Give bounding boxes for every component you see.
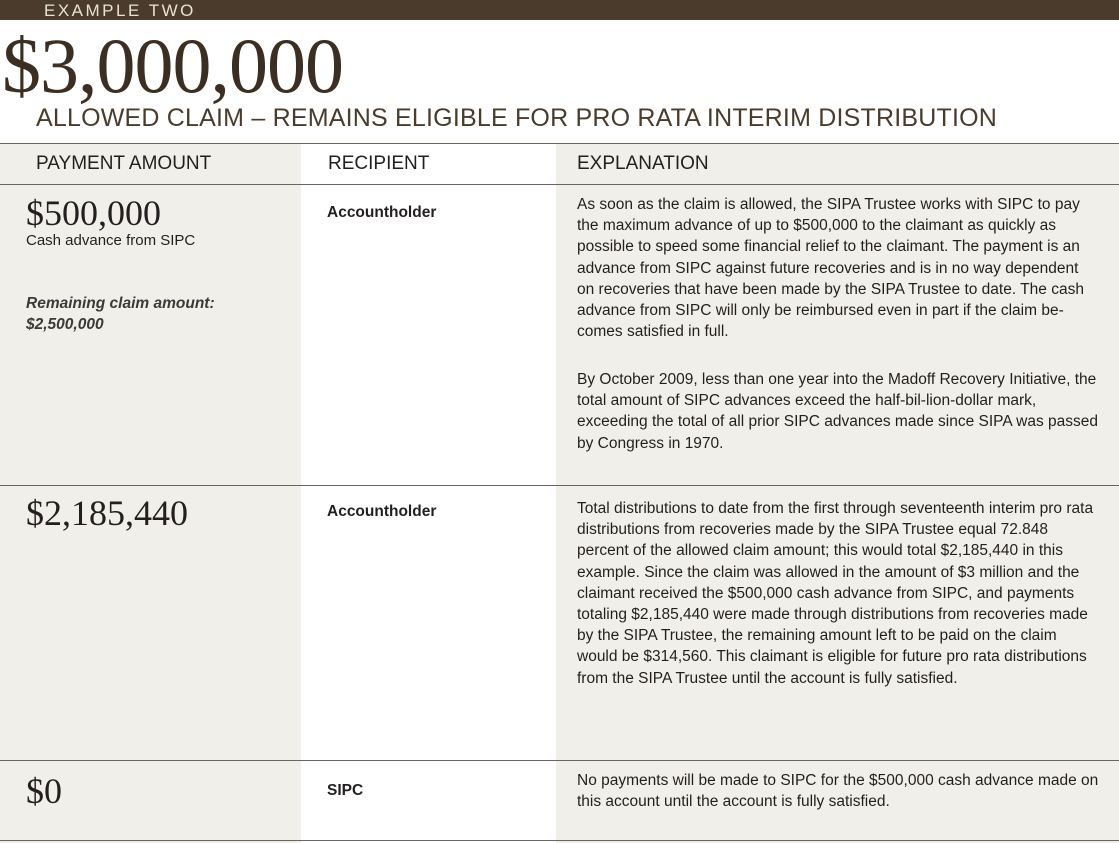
row-1-explanation-paragraph-2: By October 2009, less than one year into the Madoff Recovery Initiative, the total amount of SIPC advances exceed the half-bil-lion-dollar mark, exceeding the total of all prior SIPC advances made since SIPA was passed by Congress in 1970.	[577, 371, 1098, 452]
claim-amount-heading: $3,000,000	[2, 22, 343, 109]
row-1-amount: $500,000	[26, 193, 161, 233]
row-1-remaining-label: Remaining claim amount:	[26, 295, 215, 312]
banner-label: EXAMPLE TWO	[44, 1, 196, 20]
example-banner	[0, 0, 1119, 20]
row-3-recipient: SIPC	[327, 782, 364, 799]
header-payment-amount: PAYMENT AMOUNT	[36, 153, 212, 174]
payment-table	[0, 143, 1119, 843]
row-1-recipient: Accountholder	[327, 204, 437, 221]
row-2-recipient: Accountholder	[327, 503, 437, 520]
claim-subtitle: ALLOWED CLAIM – REMAINS ELIGIBLE FOR PRO RATA INTERIM DISTRIBUTION	[36, 104, 998, 132]
row-3-explanation: No payments will be made to SIPC for the $500,000 cash advance made on this account until the account is fully satisfied.	[577, 772, 1099, 811]
row-1-explanation-paragraph-1: As soon as the claim is allowed, the SIPA Trustee works with SIPC to pay the maximum advance of up to $500,000 to the claimant as quickly as possible to speed some financial relief to the claimant. The payment is an advance from SIPC against future recoveries and is in no way dependent on recoveries that have been made by the SIPA Trustee to date. The cash advance from SIPC will only be reimbursed even in part if the claim be-comes satisfied in full.	[577, 196, 1084, 341]
table-bottom-rule	[0, 840, 1119, 841]
header-recipient: RECIPIENT	[328, 153, 430, 174]
row-2-amount: $2,185,440	[26, 493, 188, 533]
header-explanation: EXPLANATION	[577, 153, 709, 174]
row-1-remaining-value: $2,500,000	[26, 316, 104, 333]
row-1-note: Cash advance from SIPC	[26, 232, 196, 249]
row-3-amount: $0	[26, 771, 62, 811]
header-bottom-rule	[0, 184, 1119, 185]
row-1-bottom-rule	[0, 485, 1119, 486]
row-2-bottom-rule	[0, 760, 1119, 761]
header-top-rule	[0, 143, 1119, 144]
row-2-explanation: Total distributions to date from the first through seventeenth interim pro rata distributions from recoveries made by the SIPA Trustee equal 72.848 percent of the allowed claim amount; this would total $2,185,440 in this example. Since the claim was allowed in the amount of $3 million and the claimant received the $500,000 cash advance from SIPC, and payments totaling $2,185,440 were made through distributions from recoveries made by the SIPA Trustee, the remaining amount left to be paid on the claim would be $314,560. This claimant is eligible for future pro rata distributions from the SIPA Trustee until the account is fully satisfied.	[577, 500, 1094, 687]
